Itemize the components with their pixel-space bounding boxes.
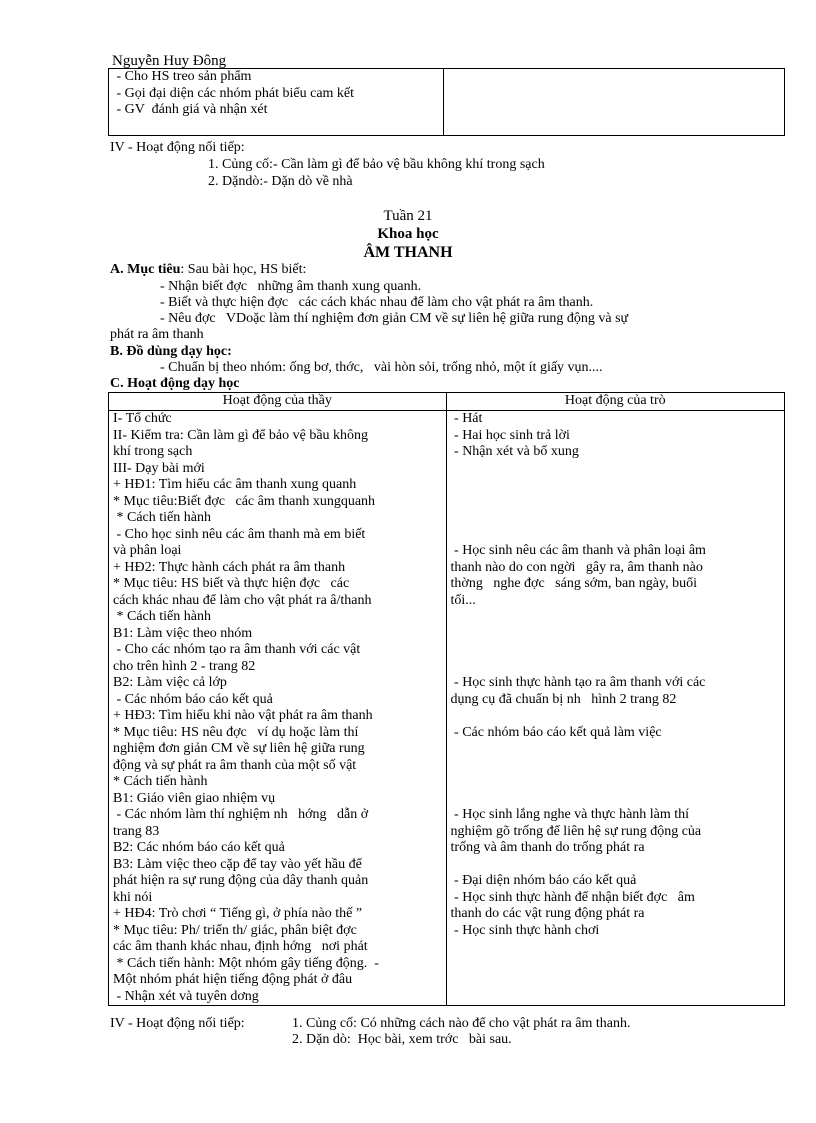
- teacher-activity-line: * Mục tiêu: HS nêu đợc ví dụ hoặc làm thí: [113, 724, 359, 740]
- section-iv-title: IV - Hoạt động nối tiếp:: [110, 140, 245, 155]
- subject-label: Khoa học: [377, 226, 439, 242]
- student-activity-line: - Nhận xét và bổ xung: [450, 444, 579, 459]
- teacher-activity-line: khí trong sạch: [113, 444, 193, 459]
- activities-heading: C. Hoạt động dạy học: [110, 376, 240, 391]
- top-activity-table: [108, 68, 785, 136]
- student-activity-line: nghiệm gõ trống để liên hệ sự rung động của: [450, 823, 702, 839]
- teacher-activity-line: * Cách tiến hành: [113, 774, 208, 789]
- teacher-activity-line: II- Kiểm tra: Cần làm gì để bảo vệ bầu không: [113, 427, 369, 443]
- student-activity-line: tối...: [450, 592, 476, 608]
- section-iv-homework: 2. Dặndò:- Dặn dò về nhà: [208, 174, 353, 189]
- student-activity-line: - Các nhóm báo cáo kết quả làm việc: [450, 724, 662, 740]
- section-iv-bottom-consolidation: 1. Củng cố: Có những cách nào để cho vật phát ra âm thanh.: [292, 1016, 631, 1031]
- objective-item: - Biết và thực hiện đợc các cách khác nhau để làm cho vật phát ra âm thanh.: [160, 295, 594, 310]
- student-activity-line: [451, 758, 780, 775]
- student-activity-line: - Học sinh thực hành để nhận biết đợc âm: [450, 889, 695, 905]
- teacher-activity-line: * Cách tiến hành: [113, 510, 211, 525]
- teacher-activity-line: + HĐ1: Tìm hiểu các âm thanh xung quanh: [113, 477, 357, 492]
- teacher-activity-line: nghiệm đơn giản CM về sự liên hệ giữa rung: [113, 741, 365, 756]
- objective-item: - Nêu đợc VDoặc làm thí nghiệm đơn giản CM về sự liên hệ giữa rung động và sự: [160, 311, 629, 326]
- teacher-activities-cell: [109, 411, 447, 1006]
- teacher-activity-line: + HĐ2: Thực hành cách phát ra âm thanh: [113, 559, 346, 575]
- teacher-activity-line: Một nhóm phát hiện tiếng động phát ở đâu: [113, 972, 353, 987]
- top-table-right-cell: [444, 69, 785, 136]
- objectives-heading-rest: : Sau bài học, HS biết:: [180, 262, 307, 277]
- student-activity-line: [451, 708, 780, 725]
- activities-table: [108, 392, 785, 1006]
- student-activity-line: [451, 527, 780, 544]
- teacher-activity-line: B2: Làm việc cả lớp: [113, 675, 227, 690]
- student-activity-line: [451, 510, 780, 527]
- lesson-title: ÂM THANH: [363, 244, 453, 261]
- teacher-activity-line: * Mục tiêu: Ph/ triển th/ giác, phân biệt đợc: [113, 922, 357, 938]
- student-activity-line: [451, 477, 780, 494]
- materials-item: - Chuẩn bị theo nhóm: ống bơ, thớc, vài hòn sỏi, trống nhỏ, một ít giấy vụn....: [160, 360, 603, 375]
- student-activity-line: [451, 857, 780, 874]
- teacher-activity-line: cách khác nhau để làm cho vật phát ra â/thanh: [113, 592, 372, 608]
- student-activity-line: - Học sinh lắng nghe và thực hành làm thí: [450, 807, 690, 822]
- week-label: Tuần 21: [383, 208, 433, 224]
- student-activity-line: [451, 494, 780, 511]
- teacher-activity-line: phát hiện ra sự rung động của dây thanh quản: [113, 873, 369, 888]
- student-activity-line: thanh do các vật rung động phát ra: [450, 906, 645, 921]
- materials-heading: B. Đồ dùng dạy học:: [110, 344, 232, 359]
- student-activity-line: [451, 791, 780, 808]
- teacher-activity-line: và phân loại: [113, 543, 182, 558]
- teacher-activity-line: - Các nhóm làm thí nghiệm nh hớng dẫn ở: [113, 807, 369, 822]
- student-activity-line: - Đại diện nhóm báo cáo kết quả: [450, 873, 637, 888]
- teacher-activity-line: trang 83: [113, 823, 160, 839]
- student-activity-line: - Hát: [450, 411, 483, 426]
- section-iv-consolidation: 1. Củng cố:- Cần làm gì để bảo vệ bầu không khí trong sạch: [208, 157, 545, 172]
- top-table-line: - GV đánh giá và nhận xét: [113, 102, 268, 117]
- student-activity-line: - Học sinh nêu các âm thanh và phân loại âm: [450, 543, 706, 558]
- objectives-heading: [110, 262, 306, 279]
- teacher-activity-line: - Các nhóm báo cáo kết quả: [113, 691, 273, 707]
- student-activity-line: [451, 461, 780, 478]
- teacher-activity-line: - Cho các nhóm tạo ra âm thanh với các vật: [113, 642, 361, 657]
- student-activity-line: thờng nghe đợc sáng sớm, ban ngày, buổi: [450, 576, 697, 591]
- teacher-activity-line: khi nói: [113, 889, 153, 905]
- student-activity-line: - Học sinh thực hành tạo ra âm thanh với các: [450, 675, 706, 690]
- teacher-activity-line: B2: Các nhóm báo cáo kết quả: [113, 840, 285, 855]
- section-iv-bottom-homework: 2. Dặn dò: Học bài, xem trớc bài sau.: [292, 1032, 512, 1047]
- student-activity-line: [451, 642, 780, 659]
- student-activity-line: [451, 659, 780, 676]
- teacher-activity-line: cho trên hình 2 - trang 82: [113, 658, 256, 674]
- student-activity-line: [451, 609, 780, 626]
- section-iv-bottom-title: IV - Hoạt động nối tiếp:: [110, 1016, 245, 1031]
- teacher-activity-line: + HĐ4: Trò chơi “ Tiếng gì, ở phía nào thế ”: [113, 906, 363, 921]
- student-activity-line: trống và âm thanh do trống phát ra: [450, 840, 645, 855]
- teacher-activity-line: B1: Làm việc theo nhóm: [113, 625, 253, 641]
- student-activity-line: [451, 741, 780, 758]
- student-activity-line: - Học sinh thực hành chơi: [450, 922, 600, 938]
- objectives-heading-label: A. Mục tiêu: [110, 262, 181, 277]
- column-header-teacher: Hoạt động của thầy: [109, 393, 447, 411]
- teacher-activity-line: III- Dạy bài mới: [113, 460, 205, 476]
- teacher-activity-line: động và sự phát ra âm thanh của một số vật: [113, 757, 357, 773]
- top-table-line: - Gọi đại diện các nhóm phát biểu cam kết: [113, 85, 355, 101]
- teacher-activity-line: - Nhận xét và tuyên dơng: [113, 988, 259, 1004]
- teacher-activity-line: * Mục tiêu:Biết đợc các âm thanh xungquanh: [113, 493, 376, 509]
- teacher-activity-line: - Cho học sinh nêu các âm thanh mà em biết: [113, 526, 366, 542]
- student-activity-line: - Hai học sinh trả lời: [450, 427, 570, 443]
- objective-continuation: phát ra âm thanh: [110, 327, 204, 342]
- student-activity-line: [451, 774, 780, 791]
- author-name: Nguyễn Huy Đông: [112, 53, 227, 69]
- student-activity-line: dụng cụ đã chuẩn bị nh hình 2 trang 82: [450, 691, 677, 707]
- teacher-activity-line: * Cách tiến hành: [113, 609, 211, 624]
- teacher-activity-line: * Mục tiêu: HS biết và thực hiện đợc các: [113, 576, 350, 591]
- teacher-activity-line: B3: Làm việc theo cặp để tay vào yết hầu để: [113, 856, 362, 872]
- column-header-student: Hoạt động của trò: [446, 393, 784, 411]
- teacher-activity-line: + HĐ3: Tìm hiểu khi nào vật phát ra âm thanh: [113, 708, 373, 723]
- teacher-activity-line: B1: Giáo viên giao nhiệm vụ: [113, 790, 276, 806]
- teacher-activity-line: các âm thanh khác nhau, định hớng nơi phát: [113, 939, 368, 954]
- teacher-activity-line: I- Tổ chức: [113, 411, 172, 426]
- top-table-line: - Cho HS treo sản phẩm: [113, 69, 252, 84]
- student-activities-cell: [446, 411, 784, 1006]
- teacher-activity-line: * Cách tiến hành: Một nhóm gây tiếng động. -: [113, 955, 379, 971]
- top-table-left-cell: [109, 69, 444, 136]
- student-activity-line: thanh nào do con ngời gây ra, âm thanh nào: [450, 559, 703, 575]
- objective-item: - Nhận biết đợc những âm thanh xung quanh.: [160, 279, 422, 294]
- student-activity-line: [451, 626, 780, 643]
